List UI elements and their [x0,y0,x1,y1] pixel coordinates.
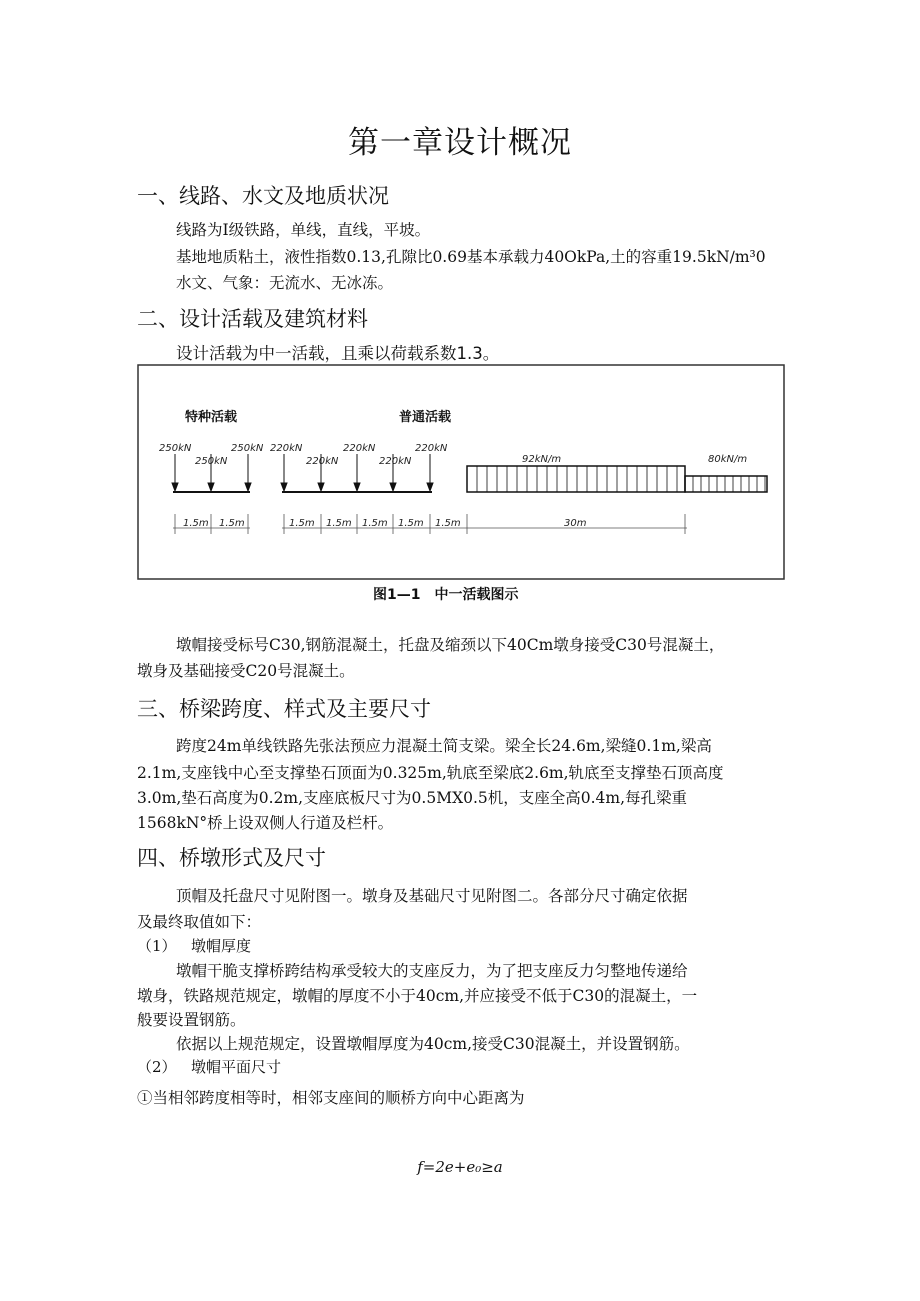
distributed-load-80-block [685,476,767,492]
section-1-heading: 一、线路、水文及地质状况 [137,184,389,208]
diagram-frame [138,365,784,579]
sec3-line-1: 跨度24m单线铁路先张法预应力混凝土简支梁。梁全长24.6m,梁缝0.1m,梁高 [176,737,712,755]
sec4-line-5: 般要设置钢筋。 [137,1011,246,1029]
live-load-diagram [137,364,785,580]
normal-load-value: 220kN [379,456,412,467]
sec4-line-2: 及最终取值如下： [137,913,262,931]
sec1-line-3: 水文、气象：无流水、无冰冻。 [176,274,394,292]
normal-load-value: 220kN [306,456,339,467]
figure-caption: 图1—1 中一活载图示 [373,587,519,603]
sec3-line-4: 1568kN°桥上设双侧人行道及栏杆。 [137,814,394,832]
special-load-value: 250kN [159,443,192,454]
subsection-2 [137,1056,281,1077]
sec3-line-3: 3.0m,垫石高度为0.2m,支座底板尺寸为0.5MX0.5机，支座全高0.4m,每孔梁重 [137,789,688,807]
page-title: 第一章设计概况 [348,125,572,161]
formula: f=2e+e₀≥a [417,1158,503,1176]
material-line-2: 墩身及基础接受C20号混凝土。 [137,662,355,680]
arrow-head [208,483,214,491]
normal-load-label: 普通活载 [399,410,452,425]
distributed-load-80: 80kN/m [708,454,748,465]
arrow-head [354,483,360,491]
normal-load-value: 220kN [415,443,448,454]
sec4-line-6: 依据以上规范规定，设置墩帽厚度为40cm,接受C30混凝土，并设置钢筋。 [176,1035,690,1053]
dim-normal: 1.5m [398,518,424,529]
normal-load-value: 220kN [343,443,376,454]
section-2-heading: 二、设计活载及建筑材料 [137,307,368,331]
special-load-value: 250kN [195,456,228,467]
special-load-label: 特种活载 [185,410,238,425]
arrow-head [318,483,324,491]
dim-special: 1.5m [183,518,209,529]
dim-normal: 1.5m [435,518,461,529]
sec4-line-4: 墩身，铁路规范规定，墩帽的厚度不小于40cm,并应接受不低于C30的混凝土，一 [137,987,698,1005]
sec3-line-2: 2.1m,支座钱中心至支撑垫石顶面为0.325m,轨底至梁底2.6m,轨底至支撑垫石顶高度 [137,764,724,782]
sec4-line-7: ①当相邻跨度相等时，相邻支座间的顺桥方向中心距离为 [137,1089,525,1107]
subsection-1 [137,935,251,956]
distributed-load-92: 92kN/m [522,454,562,465]
section-4-heading: 四、桥墩形式及尺寸 [137,846,326,870]
distributed-load-92-block [467,466,685,492]
arrow-head [281,483,287,491]
normal-load-value: 220kN [270,443,303,454]
dim-normal: 1.5m [326,518,352,529]
dim-normal: 1.5m [289,518,315,529]
dim-special: 1.5m [219,518,245,529]
material-line-1: 墩帽接受标号C30,钢筋混凝土，托盘及缩颈以下40Cm墩身接受C30号混凝土， [176,636,725,654]
sec1-line-1: 线路为I级铁路，单线，直线，平坡。 [176,221,431,239]
sec4-line-3: 墩帽干脆支撑桥跨结构承受较大的支座反力，为了把支座反力匀整地传递给 [176,962,688,980]
live-load-intro: 设计活载为中一活载，且乘以荷载系数1.3。 [176,344,500,363]
special-load-value: 250kN [231,443,264,454]
subsection-1-number: （1） [137,937,177,955]
dim-normal: 1.5m [362,518,388,529]
subsection-1-label: 墩帽厚度 [191,937,252,955]
sec1-line-2: 基地地质粘土，液性指数0.13,孔隙比0.69基本承载力40OkPa,土的容重19.5kN∕m³0 [176,248,766,266]
dim-30m: 30m [564,518,587,529]
arrow-head [172,483,178,491]
section-3-heading: 三、桥梁跨度、样式及主要尺寸 [137,697,431,721]
arrow-head [390,483,396,491]
arrow-head [427,483,433,491]
subsection-2-label: 墩帽平面尺寸 [191,1058,282,1076]
sec4-line-1: 顶帽及托盘尺寸见附图一。墩身及基础尺寸见附图二。各部分尺寸确定依据 [176,887,688,905]
arrow-head [245,483,251,491]
subsection-2-number: （2） [137,1058,177,1076]
